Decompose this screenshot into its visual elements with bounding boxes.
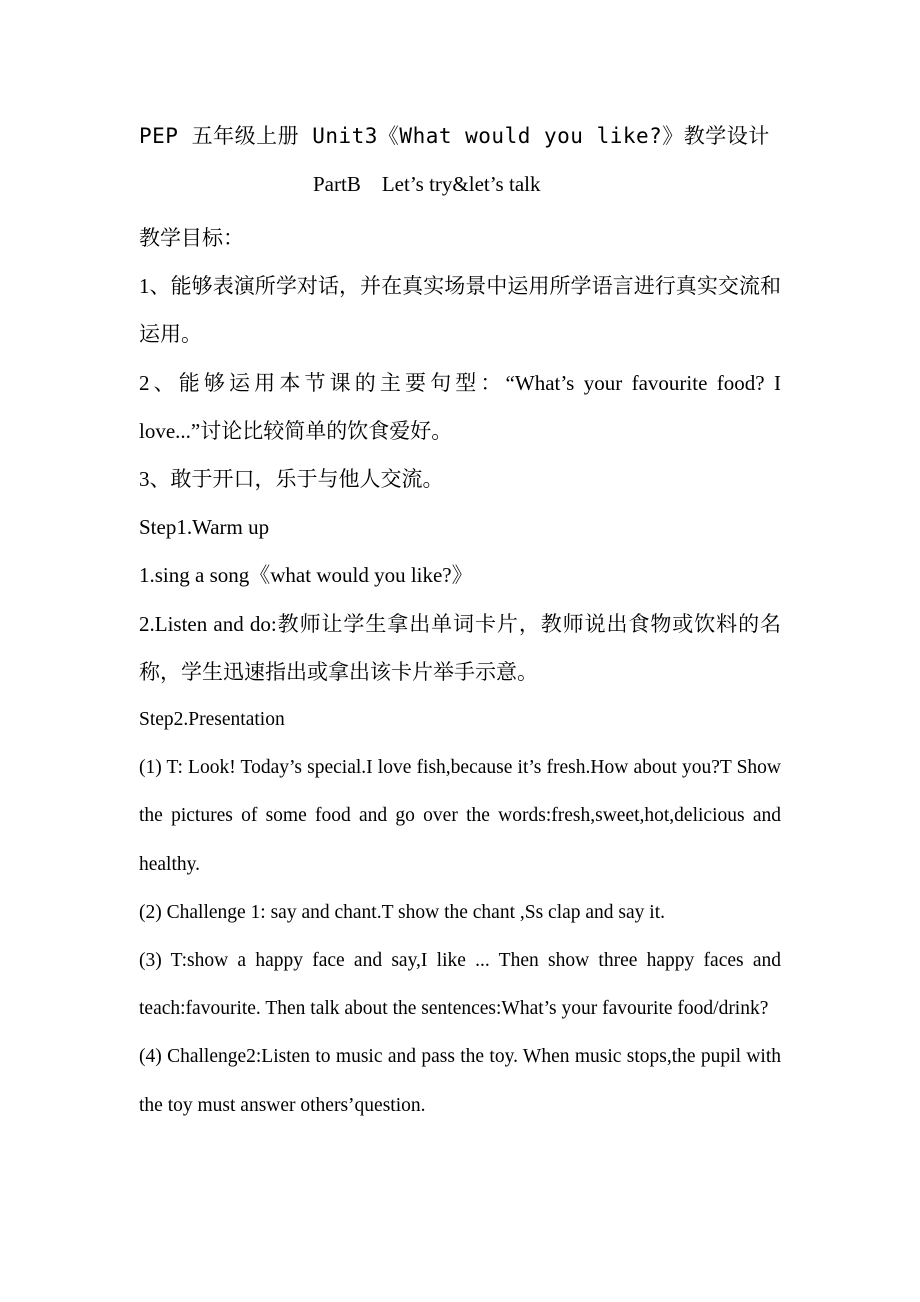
objective-3: 3、敢于开口，乐于与他人交流。 [139,467,444,492]
step2-heading: Step2.Presentation [139,709,285,731]
step2-item-1: (1) T: Look! Today’s special.I love fish,because it’s fresh.How about you?T Show the pictures of some food and go over the words:fresh,sweet,hot,delicious and healthy. [139,757,781,875]
step2-item-3: (3) T:show a happy face and say,I like ... Then show three happy faces and teach:favourite. Then talk about the sentences:What’s your favourite food/drink? [139,950,781,1020]
step2-item-2: (2) Challenge 1: say and chant.T show the chant ,Ss clap and say it. [139,901,666,923]
objective-1: 1、能够表演所学对话，并在真实场景中运用所学语言进行真实交流和运用。 [139,274,781,347]
section-heading-objectives: 教学目标： [139,226,244,250]
step2-item-4: (4) Challenge2:Listen to music and pass the toy. When music stops,the pupil with the toy must answer others’question. [139,1046,781,1116]
document-body [139,214,781,1130]
document-subtitle: PartB Let’s try&let’s talk [313,172,541,196]
step1-item-2: 2.Listen and do:教师让学生拿出单词卡片，教师说出食物或饮料的名称，学生迅速指出或拿出该卡片举手示意。 [139,611,781,684]
document-title: PEP 五年级上册 Unit3《What would you like?》教学设计 [139,124,770,148]
step1-item-1: 1.sing a song《what would you like?》 [139,563,473,588]
step1-heading: Step1.Warm up [139,515,270,540]
objective-2: 2、能够运用本节课的主要句型：“What’s your favourite food? I love...”讨论比较简单的饮食爱好。 [139,370,781,443]
